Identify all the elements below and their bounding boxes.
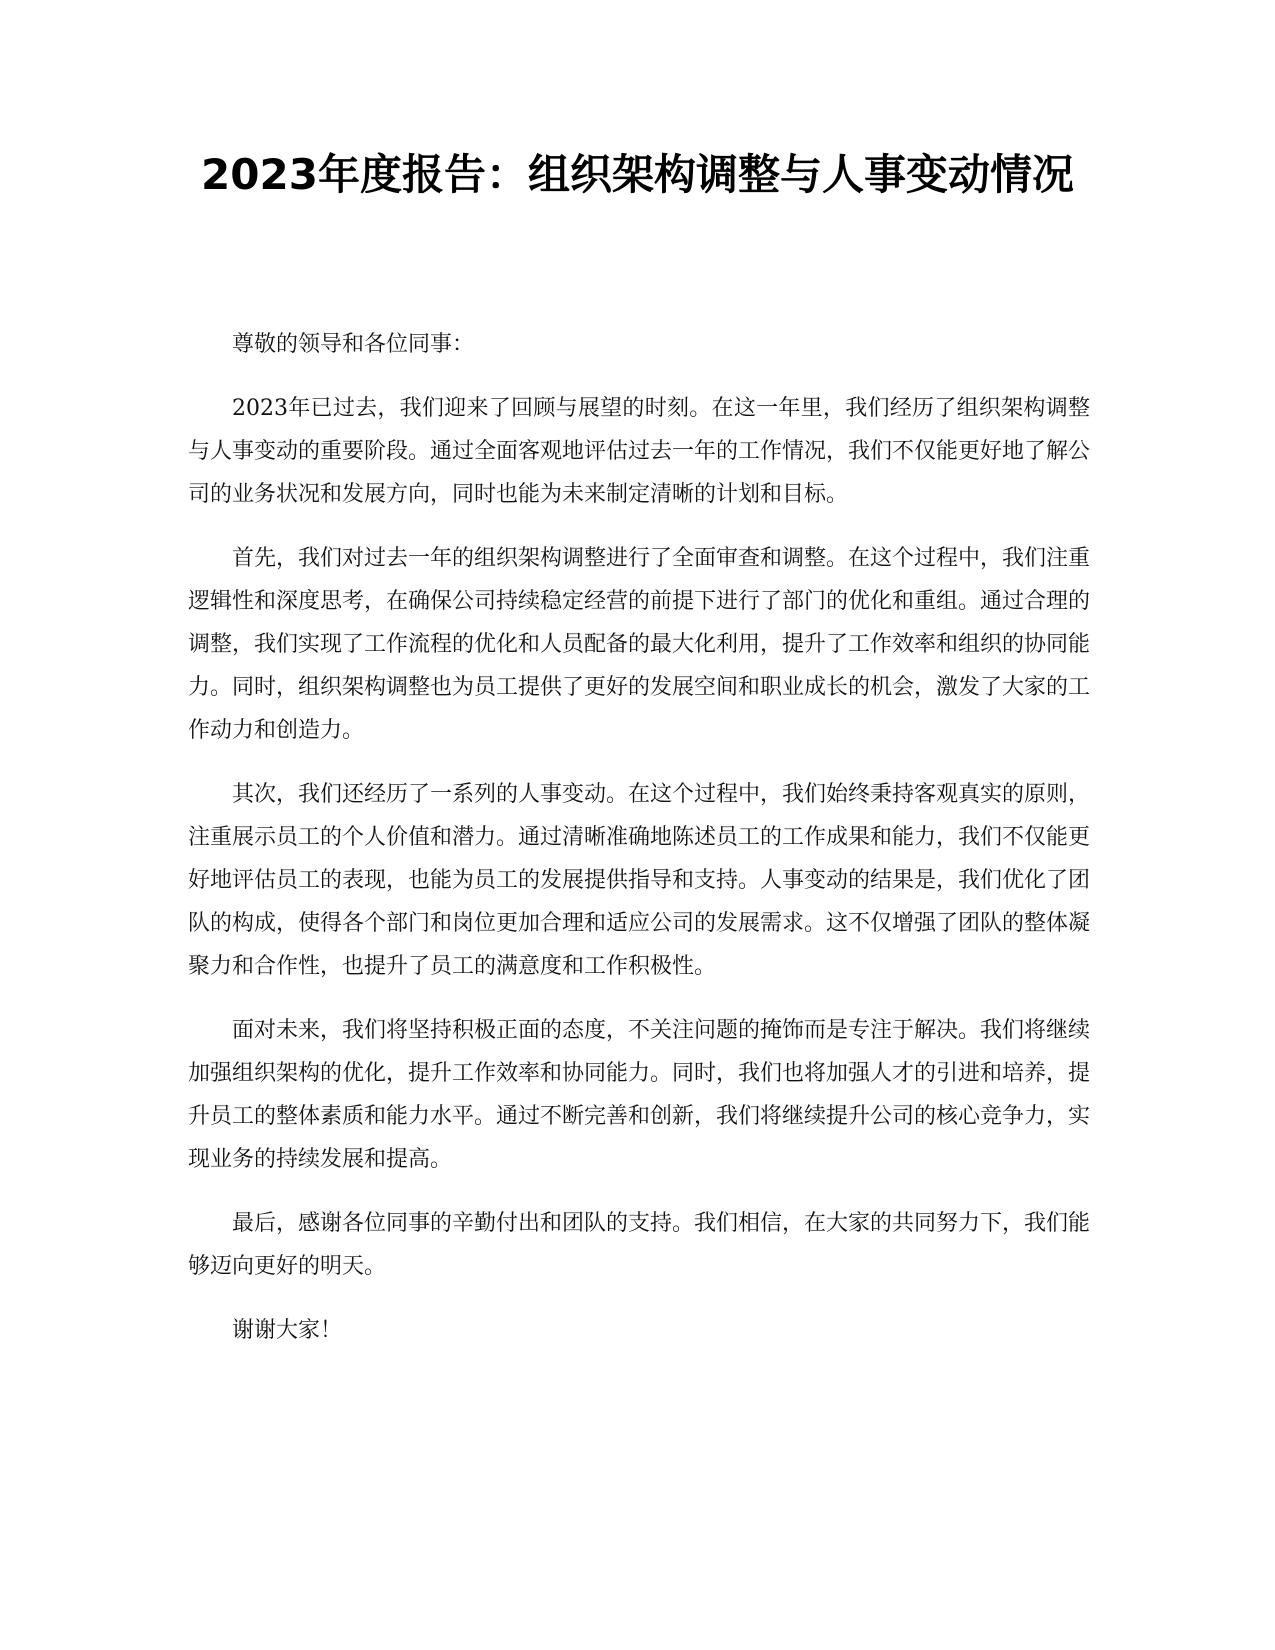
paragraph-personnel-changes: 其次，我们还经历了一系列的人事变动。在这个过程中，我们始终秉持客观真实的原则，注重展示员工的个人价值和潜力。通过清晰准确地陈述员工的工作成果和能力，我们不仅能更好地评估员工的表现，也能为员工的发展提供指导和支持。人事变动的结果是，我们优化了团队的构成，使得各个部门和岗位更加合理和适应公司的发展需求。这不仅增强了团队的整体凝聚力和合作性，也提升了员工的满意度和工作积极性。 — [188, 782, 1091, 979]
document-body — [188, 323, 1090, 1373]
closing: 谢谢大家！ — [232, 1318, 343, 1343]
paragraph-future: 面对未来，我们将坚持积极正面的态度，不关注问题的掩饰而是专注于解决。我们将继续加强组织架构的优化，提升工作效率和协同能力。同时，我们也将加强人才的引进和培养，提升员工的整体素质和能力水平。通过不断完善和创新，我们将继续提升公司的核心竞争力，实现业务的持续发展和提高。 — [188, 1018, 1091, 1172]
document-title: 2023年度报告：组织架构调整与人事变动情况 — [201, 150, 1074, 199]
paragraph-intro: 2023年已过去，我们迎来了回顾与展望的时刻。在这一年里，我们经历了组织架构调整与人事变动的重要阶段。通过全面客观地评估过去一年的工作情况，我们不仅能更好地了解公司的业务状况和发展方向，同时也能为未来制定清晰的计划和目标。 — [188, 396, 1091, 507]
paragraph-thanks: 最后，感谢各位同事的辛勤付出和团队的支持。我们相信，在大家的共同努力下，我们能够迈向更好的明天。 — [188, 1211, 1091, 1279]
salutation: 尊敬的领导和各位同事： — [232, 332, 475, 357]
paragraph-org-structure: 首先，我们对过去一年的组织架构调整进行了全面审查和调整。在这个过程中，我们注重逻辑性和深度思考，在确保公司持续稳定经营的前提下进行了部门的优化和重组。通过合理的调整，我们实现了工作流程的优化和人员配备的最大化利用，提升了工作效率和组织的协同能力。同时，组织架构调整也为员工提供了更好的发展空间和职业成长的机会，激发了大家的工作动力和创造力。 — [188, 546, 1091, 743]
